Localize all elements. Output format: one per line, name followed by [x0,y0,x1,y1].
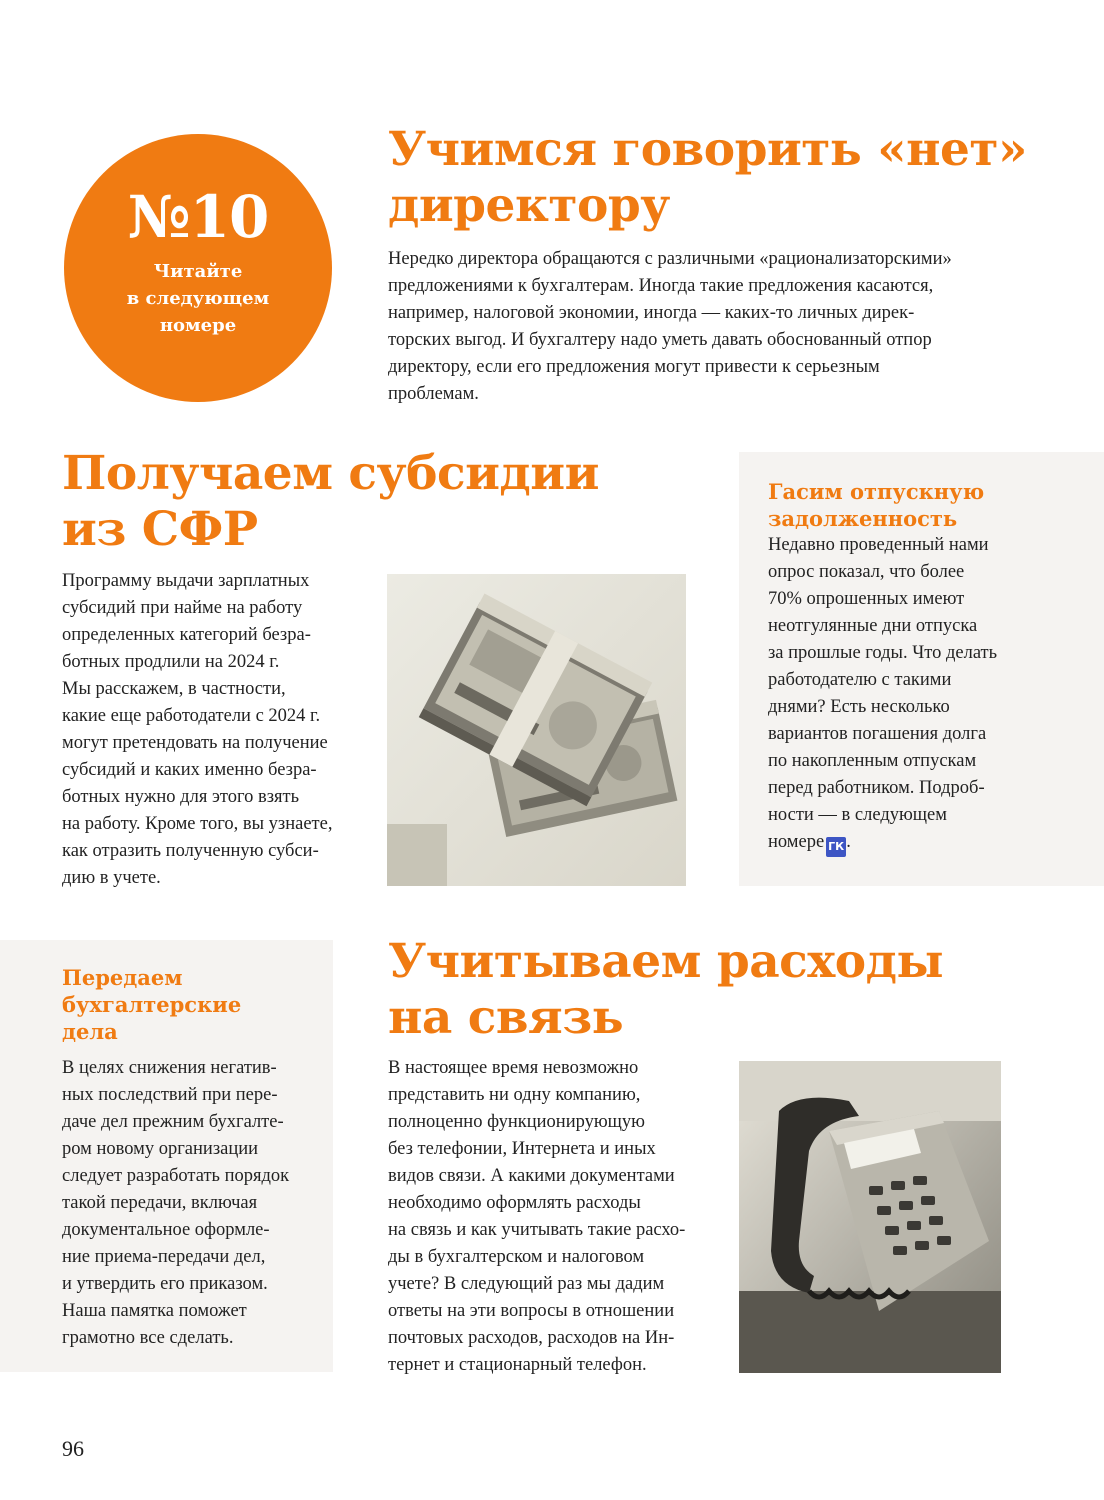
article-vacation-end: . [846,832,851,852]
desk-phone-photo [739,1061,1001,1373]
article-director [388,122,1088,408]
article-subsidies-body: Программу выдачи зарплатных субсидий при найме на работу определенных категорий безра- ботных продлили на 2024 г. Мы расскажем, в частности, какие еще работодатели с 2024 г. могут претендовать на получение субсидий и каких именно безра- ботных нужно для этого взять на работу. Кроме того, вы узнаете, как отразить полученную субси- дию в учете. [62,571,333,888]
article-vacation-body-text: Недавно проведенный нами опрос показал, что более 70% опрошенных имеют неотгулянные дни отпуска за прошлые годы. Что делать работодателю с такими днями? Есть несколько вариантов погашения долга по накопленным отпускам перед работником. Подроб- ности — в следующем номере [768,535,998,852]
money-stack-photo [387,574,686,886]
next-issue-badge [64,134,332,402]
issue-number: №10 [127,183,269,251]
money-stack-illustration [387,574,686,886]
article-subsidies [62,446,702,558]
article-vacation-title: Гасим отпускную задолженность [768,479,985,531]
article-handover-body: В целях снижения негатив- ных последствий при пере- даче дел прежним бухгалте- ром новому организации следует разработать порядок такой передачи, включая документальное оформле- ние приема-передачи дел, и утвердить его приказом. Наша памятка поможет грамотно все сделать. [62,1058,290,1348]
article-subsidies-title: Получаем субсидии из СФР [62,446,599,557]
badge-caption: Читайте в следующем номере [126,261,270,336]
article-handover-title: Передаем бухгалтерские дела [62,965,242,1044]
article-communication-title: Учитываем расходы на связь [388,934,944,1045]
article-handover-box [0,940,333,1372]
page-number: 96 [62,1436,84,1461]
gk-logo-icon: ГК [826,837,846,857]
article-communication-body: В настоящее время невозможно представить ни одну компанию, полноценно функционирующую без телефонии, Интернета и иных видов связи. А какими документами необходимо оформлять расходы на связь и как учитывать такие расхо- ды в бухгалтерском и налоговом учете? В следующий раз мы дадим ответы на эти вопросы в отношении почтовых расходов, расходов на Ин- тернет и стационарный телефон. [388,1058,686,1375]
desk-phone-illustration [739,1061,1001,1373]
article-vacation-body [768,535,997,852]
article-director-title: Учимся говорить «нет» директору [388,122,1027,233]
article-director-body: Нередко директора обращаются с различными «рационализаторскими» предложениями к бухгалтерам. Иногда такие предложения касаются, например, налоговой экономии, иногда — каких-то личных дирек- торских выгод. И бухгалтеру надо уметь давать обоснованный отпор директору, если его предложения могут привести к серьезным проблемам. [388,249,952,404]
article-communication [388,934,1088,1046]
article-vacation-box [739,452,1104,886]
